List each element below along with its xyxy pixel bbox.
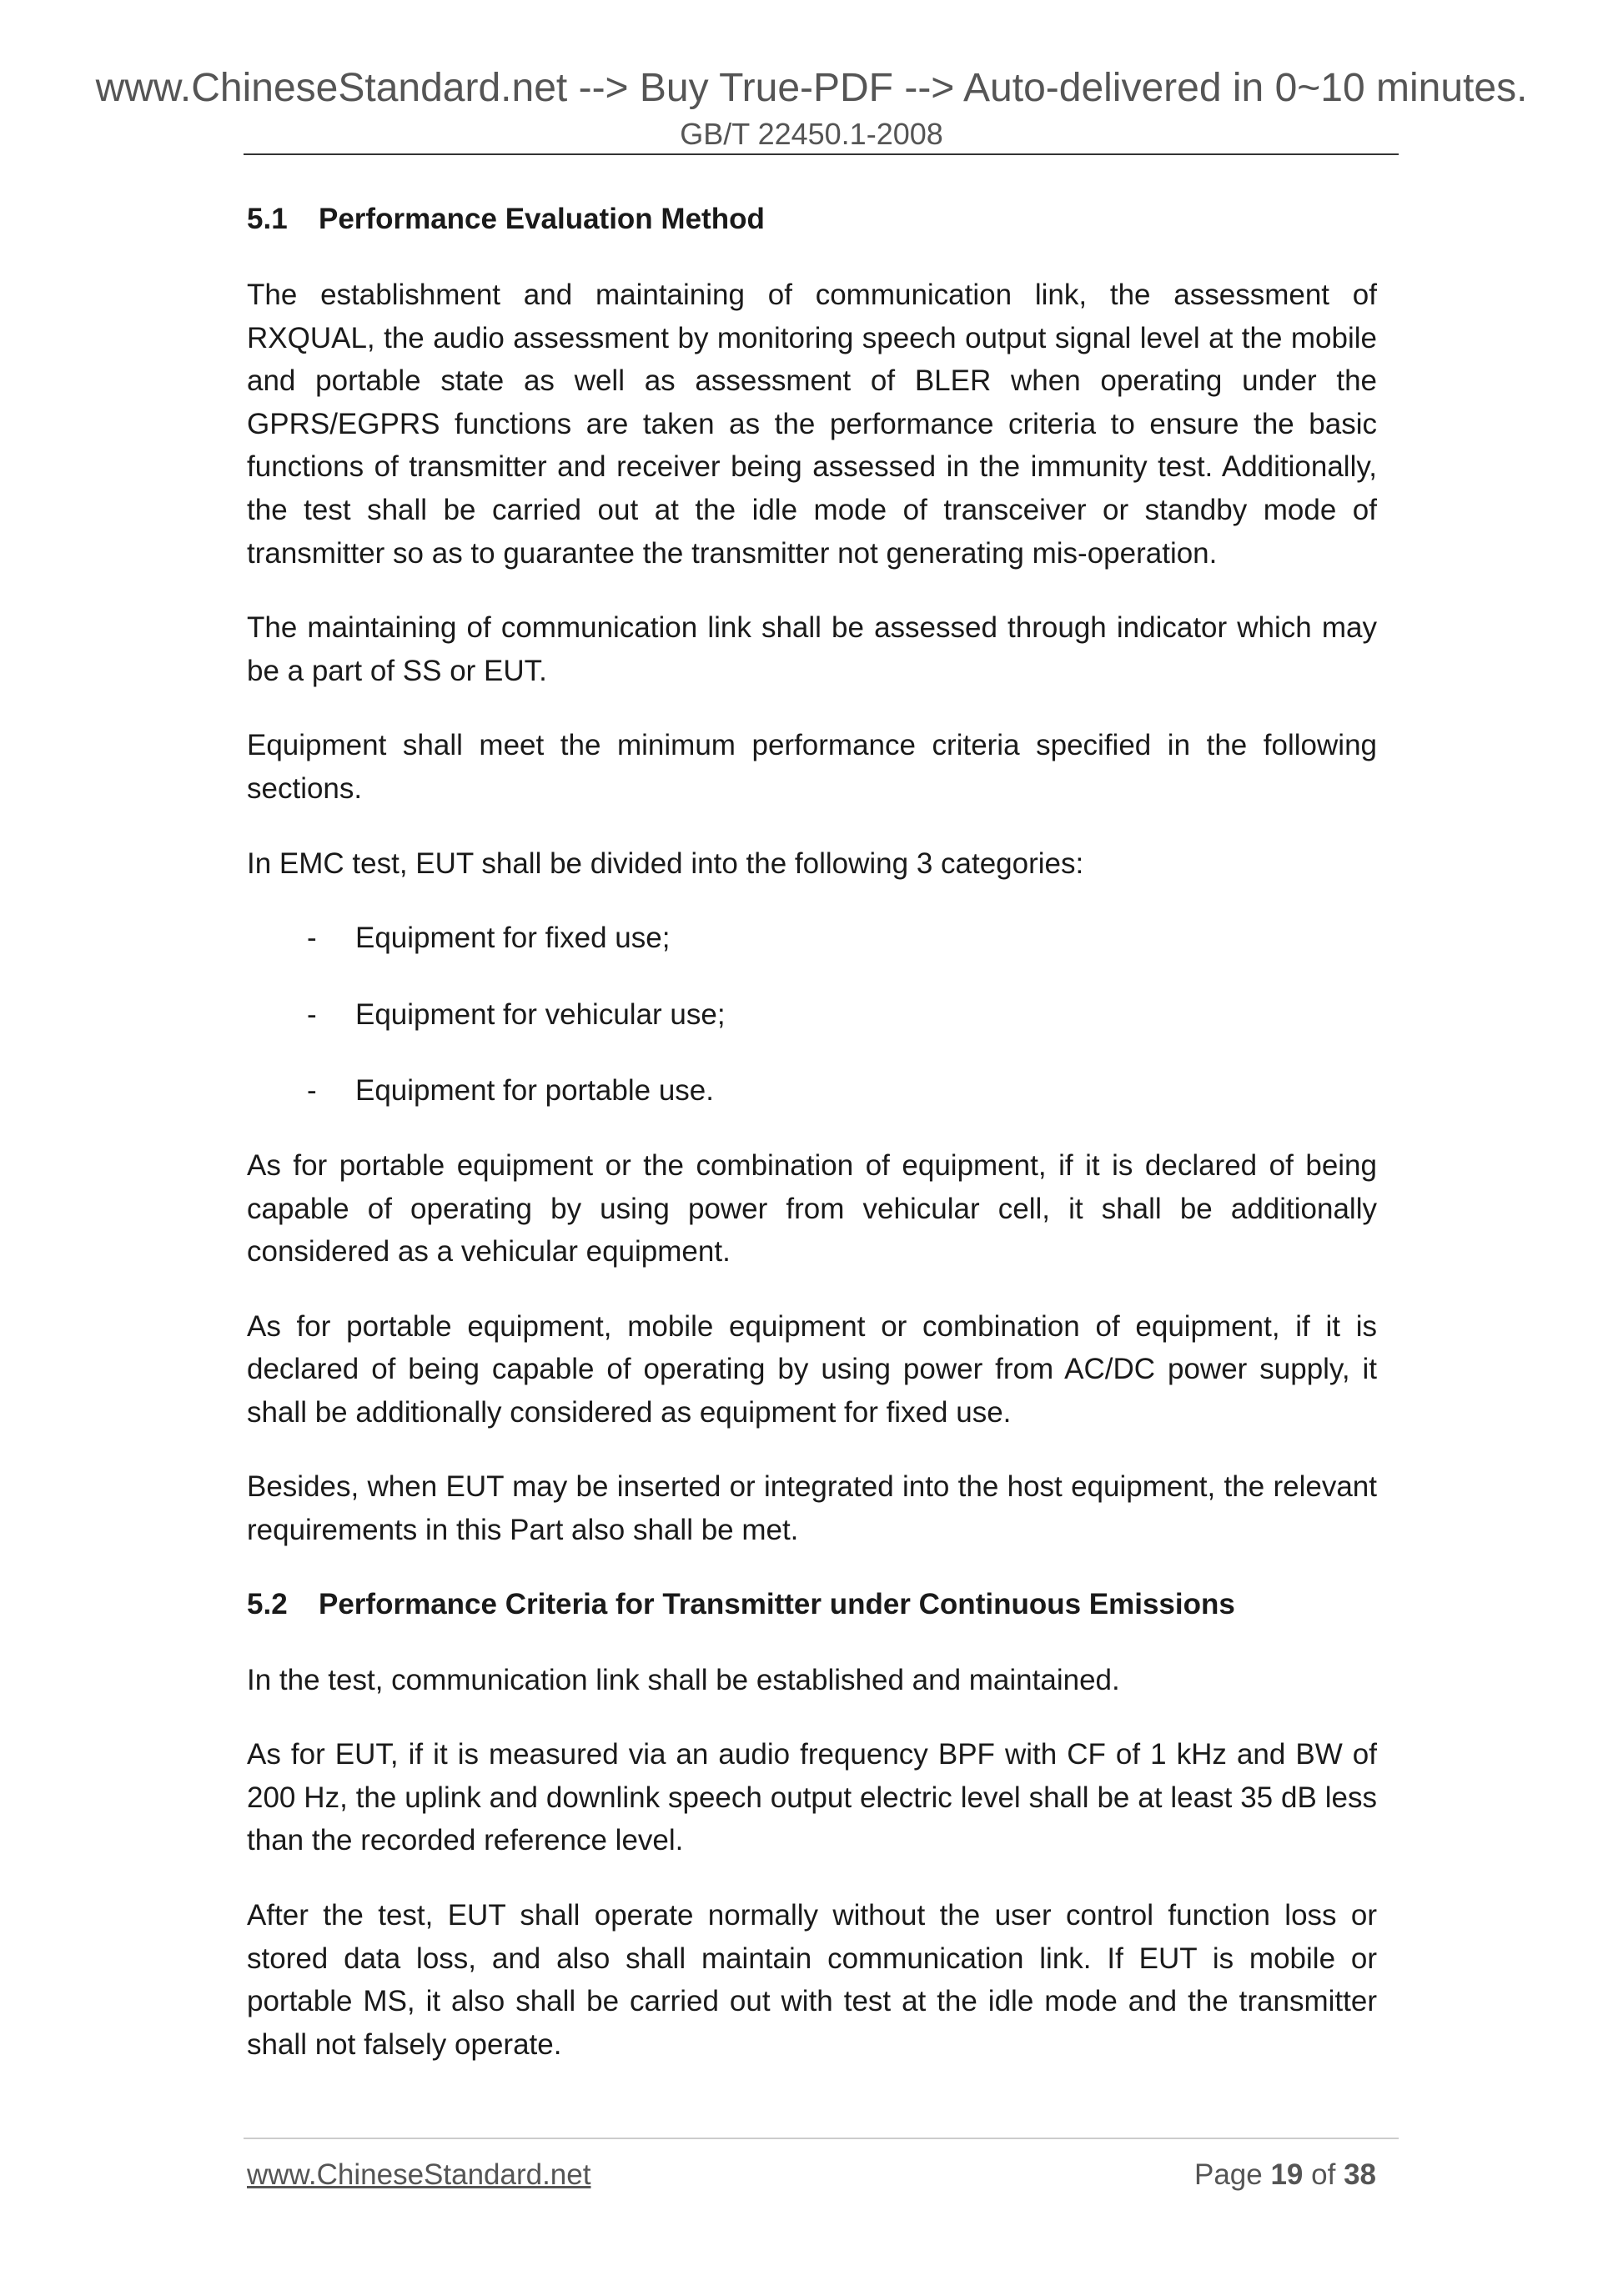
footer-website-link[interactable]: www.ChineseStandard.net (247, 2158, 591, 2191)
section-5-1-heading (247, 198, 1377, 240)
list-item (247, 917, 1377, 960)
paragraph: Besides, when EUT may be inserted or integrated into the host equipment, the relevant requirements in this Part also shall be met. (247, 1470, 1377, 1547)
section-5-2-title: Performance Criteria for Transmitter under Continuous Emissions (319, 1587, 1235, 1620)
header-divider (244, 153, 1399, 155)
list-item-text: Equipment for portable use. (355, 1074, 714, 1108)
of-word: of (1311, 2158, 1336, 2191)
bullet-dash: - (307, 997, 317, 1031)
paragraph: The maintaining of communication link shall be assessed through indicator which may be a part of SS or EUT. (247, 611, 1377, 687)
section-5-1-number: 5.1 (247, 203, 288, 235)
paragraph: As for portable equipment or the combination of equipment, if it is declared of being capable of operating by using power from vehicular cell, it shall be additionally considered as a vehicular equipment. (247, 1148, 1377, 1269)
list-item (247, 993, 1377, 1037)
paragraph: The establishment and maintaining of communication link, the assessment of RXQUAL, the audio assessment by monitoring speech output signal level at the mobile and portable state as well as assessment of BLER when operating under the GPRS/EGPRS functions are taken as the performance criteria to ensure the basic functions of transmitter and receiver being assessed in the immunity test. Additionally, the test shall be carried out at the idle mode of transceiver or standby mode of transmitter so as to guarantee the transmitter not generating mis-operation. (247, 279, 1377, 570)
list-item-text: Equipment for vehicular use; (355, 997, 726, 1031)
section-5-2-number: 5.2 (247, 1587, 288, 1620)
paragraph: In EMC test, EUT shall be divided into the following 3 categories: (247, 847, 1084, 880)
page-word: Page (1193, 2158, 1263, 2191)
document-id: GB/T 22450.1-2008 (680, 117, 943, 151)
list-item (247, 1069, 1377, 1113)
section-5-2-heading (247, 1584, 1377, 1625)
category-list (247, 917, 1377, 1113)
section-5-1-title: Performance Evaluation Method (319, 203, 765, 235)
paragraph: As for EUT, if it is measured via an audio frequency BPF with CF of 1 kHz and BW of 200 Hz, the uplink and downlink speech output electric level shall be at least 35 dB less than the recorded reference level. (247, 1738, 1377, 1857)
paragraph: After the test, EUT shall operate normally without the user control function loss or stored data loss, and also shall maintain communication link. If EUT is mobile or portable MS, it also shall be carried out with test at the idle mode and the transmitter shall not falsely operate. (247, 1899, 1377, 2061)
total-pages: 38 (1344, 2158, 1376, 2191)
page-number (1194, 2158, 1376, 2192)
current-page: 19 (1270, 2158, 1304, 2191)
bullet-dash: - (307, 922, 317, 955)
header-banner: www.ChineseStandard.net --> Buy True-PDF --> Auto-delivered in 0~10 minutes. (95, 66, 1528, 110)
bullet-dash: - (307, 1074, 317, 1108)
paragraph: Equipment shall meet the minimum performance criteria specified in the following sections. (247, 729, 1377, 805)
list-item-text: Equipment for fixed use; (355, 922, 671, 955)
page-content (247, 198, 1377, 2098)
paragraph: As for portable equipment, mobile equipment or combination of equipment, if it is declared of being capable of operating by using power from AC/DC power supply, it shall be additionally considered as equipment for fixed use. (247, 1309, 1377, 1429)
paragraph: In the test, communication link shall be established and maintained. (247, 1663, 1120, 1696)
footer-divider (244, 2138, 1399, 2139)
